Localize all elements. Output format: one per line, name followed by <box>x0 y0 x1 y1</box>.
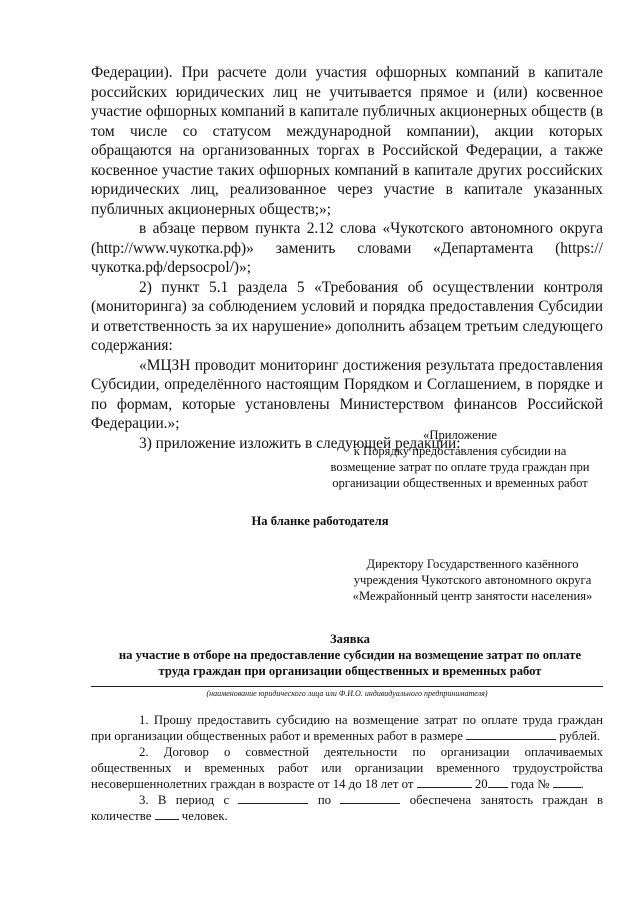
agreement-year-field[interactable] <box>488 776 508 788</box>
addressee-line: «Межрайонный центр занятости населения» <box>352 589 593 603</box>
period-from-field[interactable] <box>238 792 308 804</box>
paragraph-appendix-intro: 3) приложение изложить в следующей редакции: <box>139 434 461 452</box>
form-item-3-text-a: 3. В период с <box>139 793 230 807</box>
appendix-line: «Приложение <box>423 428 497 442</box>
form-item-3-text-c: обеспечена занятость граждан в количестве <box>91 793 604 823</box>
agreement-date-field[interactable] <box>417 776 472 788</box>
application-subtitle: труда граждан при организации общественных и временных работ <box>158 664 542 678</box>
appendix-line: к Порядку предоставления субсидии на <box>353 444 567 458</box>
form-item-2-text: 2. Договор о совместной деятельности по организации оплачиваемых общественных и временных работ или организации временного трудоустройства несовершеннолетних граждан в возрасте от 14 до 18 лет от <box>91 745 603 791</box>
addressee-line: учреждения Чукотского автономного округа <box>353 573 592 587</box>
appendix-header <box>318 427 602 491</box>
application-title-block <box>60 631 640 679</box>
appendix-line: возмещение затрат по оплате труда граждан при <box>330 460 590 474</box>
appendix-line: организации общественных и временных работ <box>332 476 588 490</box>
form-item-3-text-d: человек. <box>181 809 228 823</box>
applicant-name-caption: (наименование юридического лица или Ф.И.О. индивидуального предпринимателя) <box>206 689 488 698</box>
addressee-line: Директору Государственного казённого <box>366 557 579 571</box>
applicant-name-line[interactable] <box>91 686 603 687</box>
employer-letterhead-label: На бланке работодателя <box>251 514 389 528</box>
form-item-2-end: . <box>580 777 584 791</box>
application-subtitle: на участие в отборе на предоставление субсидии на возмещение затрат по оплате <box>118 648 582 662</box>
amount-field[interactable] <box>466 728 556 740</box>
form-item-3 <box>91 792 603 824</box>
form-item-3-text-b: по <box>317 793 332 807</box>
form-item-2-mid: года № <box>510 777 550 791</box>
employee-count-field[interactable] <box>155 808 179 820</box>
addressee-block <box>340 556 605 604</box>
form-item-1-text: 1. Прошу предоставить субсидию на возмещение затрат по оплате труда граждан при организации общественных работ и временных работ в размере <box>91 713 603 743</box>
body-text <box>91 63 603 453</box>
period-to-field[interactable] <box>340 792 400 804</box>
application-form <box>91 712 603 824</box>
form-item-1 <box>91 712 603 744</box>
agreement-number-field[interactable] <box>553 776 581 788</box>
form-item-2-year: 20 <box>474 777 488 791</box>
paragraph-offshore: Федерации). При расчете доли участия офшорных компаний в капитале российских юридических лиц не учитывается прямое и (или) косвенное участие офшорных компаний в капитале публичных акционерных обществ (в том числе со статусом международной компании), акции которых обращаются на организованных торгах в Российской Федерации, а также косвенное участие таких офшорных компаний в капитале других российских юридических лиц, реализованное через участие в капитале указанных публичных акционерных обществ;»; <box>91 64 603 218</box>
form-item-2 <box>91 744 603 792</box>
form-item-1-tail: рублей. <box>559 729 601 743</box>
paragraph-monitoring: «МЦЗН проводит мониторинг достижения результата предоставления Субсидии, определённого настоящим Порядком и Соглашением, в порядке и по формам, которые установлены Министерством финансов Российской Федерации.»; <box>91 356 603 432</box>
application-title: Заявка <box>330 632 370 646</box>
paragraph-clause-5-1: 2) пункт 5.1 раздела 5 «Требования об осуществлении контроля (мониторинга) за соблюдением условий и порядка предоставления Субсидии и ответственность за их нарушение» дополнить абзацем третьим следующего содержания: <box>91 278 603 354</box>
paragraph-clause-2-12: в абзаце первом пункта 2.12 слова «Чукотского автономного округа (http://www.чукотка.рф)» заменить словами «Департамента (https://чукотка.рф/depsocpol/)»; <box>91 220 603 276</box>
